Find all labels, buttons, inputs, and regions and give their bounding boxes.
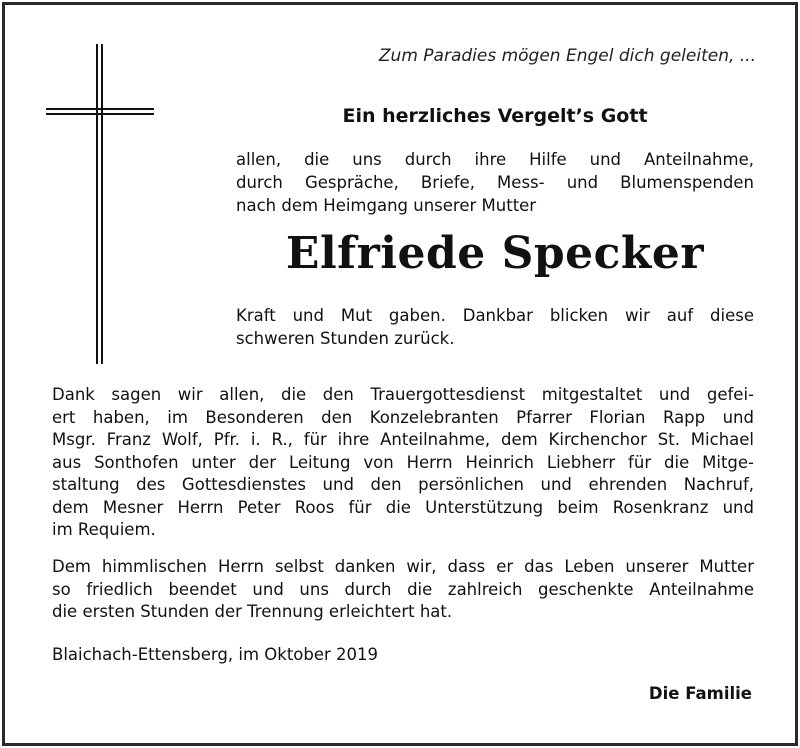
intro-line: durch Gespräche, Briefe, Mess- und Blumenspenden [236,173,754,192]
paragraph-line: Msgr. Franz Wolf, Pfr. i. R., für ihre Anteilnahme, dem Kirchenchor St. Michael [52,430,754,449]
after-line: schweren Stunden zurück. [236,329,455,348]
paragraph-line: ert haben, im Besonderen den Konzelebranten Pfarrer Florian Rapp und [52,407,754,427]
paragraph-line: staltung des Gottesdienstes und den persönlichen und ehrenden Nachruf, [52,475,754,494]
place-and-date: Blaichach-Ettensberg, im Oktober 2019 [52,645,379,664]
paragraph-line: im Requiem. [52,520,156,539]
intro-line: nach dem Heimgang unserer Mutter [236,196,537,215]
paragraph-line: aus Sonthofen unter der Leitung von Herrn Heinrich Liebherr für die Mitge- [52,452,754,472]
signature: Die Familie [648,684,752,703]
intro-text [236,148,754,217]
closing-paragraph [52,556,754,624]
after-line: Kraft und Mut gaben. Dankbar blicken wir auf diese [236,306,754,325]
paragraph-line: Dank sagen wir allen, die den Trauergottesdienst mitgestaltet und gefei- [52,385,754,404]
cross-icon-vertical [96,44,103,364]
cross-icon-horizontal [46,108,154,115]
paragraph-line: die ersten Stunden der Trennung erleichtert hat. [52,602,453,621]
paragraph-line: Dem himmlischen Herrn selbst danken wir, dass er das Leben unserer Mutter [52,557,754,576]
motto: Zum Paradies mögen Engel dich geleiten, ... [378,46,756,66]
paragraph-line: dem Mesner Herrn Peter Roos für die Unterstützung beim Rosenkranz und [52,497,754,517]
thanks-paragraph [52,384,754,542]
paragraph-line: so friedlich beendet und uns durch die zahlreich geschenkte Anteilnahme [52,579,754,599]
deceased-name: Elfriede Specker [285,228,705,279]
thank-you-heading: Ein herzliches Vergelt’s Gott [342,105,648,127]
after-name-text [236,304,754,350]
intro-line: allen, die uns durch ihre Hilfe und Anteilnahme, [236,150,754,169]
